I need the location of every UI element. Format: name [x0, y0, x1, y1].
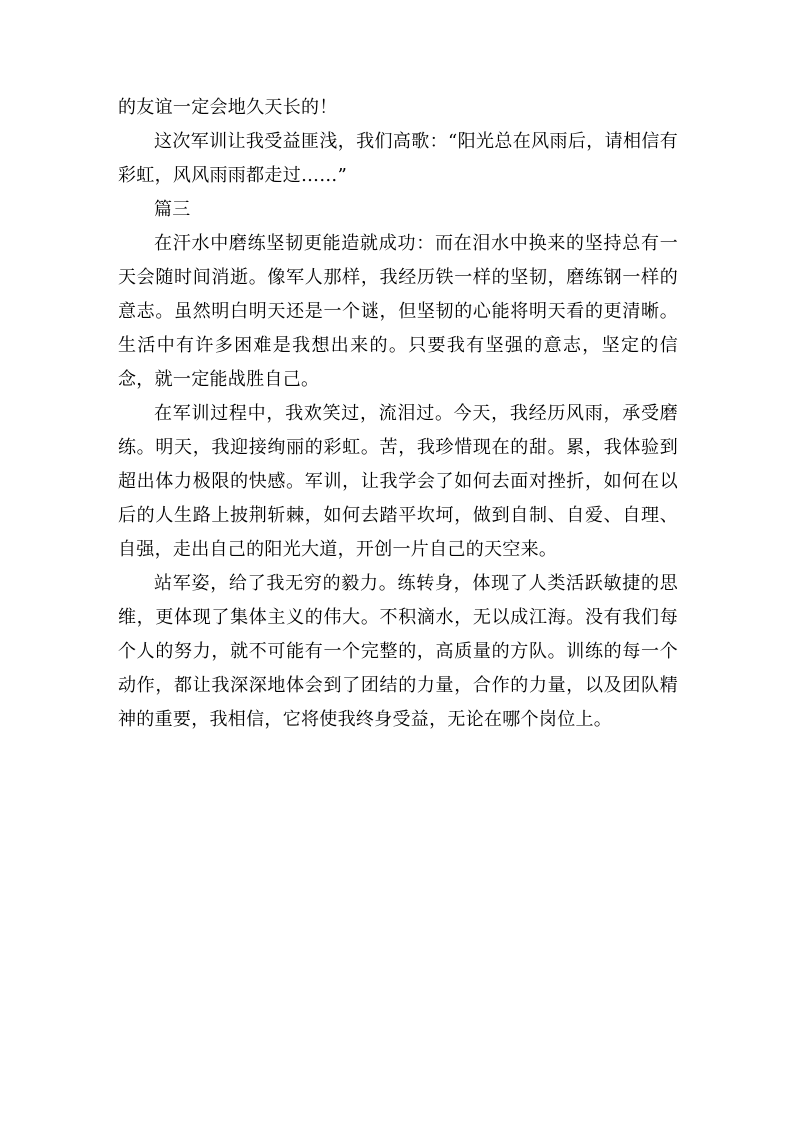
- paragraph-perseverance: 在汗水中磨练坚韧更能造就成功：而在泪水中换来的坚持总有一天会随时间消逝。像军人那样，我经历铁一样的坚韧，磨练钢一样的意志。虽然明白明天还是一个谜，但坚韧的心能将明天看的更清晰。生活中有许多困难是我想出来的。只要我有坚强的意志，坚定的信念，就一定能战胜自己。: [118, 233, 678, 390]
- document-body: [118, 91, 678, 737]
- section-heading-part-three: 篇三: [154, 199, 191, 220]
- paragraph-continuation: 的友谊一定会地久天长的！: [118, 97, 338, 118]
- paragraph-training-process: 在军训过程中，我欢笑过，流泪过。今天，我经历风雨，承受磨练。明天，我迎接绚丽的彩虹。苦，我珍惜现在的甜。累，我体验到超出体力极限的快感。军训，让我学会了如何去面对挫折，如何在以后的人生路上披荆斩棘，如何去踏平坎坷，做到自制、自爱、自理、自强，走出自己的阳光大道，开创一片自己的天空来。: [118, 403, 678, 560]
- paragraph-teamwork: 站军姿，给了我无穷的毅力。练转身，体现了人类活跃敏捷的思维，更体现了集体主义的伟大。不积滴水，无以成江海。没有我们每个人的努力，就不可能有一个完整的，高质量的方队。训练的每一个动作，都让我深深地体会到了团结的力量，合作的力量，以及团队精神的重要，我相信，它将使我终身受益，无论在哪个岗位上。: [118, 573, 678, 730]
- paragraph-military-training-song: 这次军训让我受益匪浅，我们高歌：“阳光总在风雨后，请相信有彩虹，风风雨雨都走过……”: [118, 131, 678, 186]
